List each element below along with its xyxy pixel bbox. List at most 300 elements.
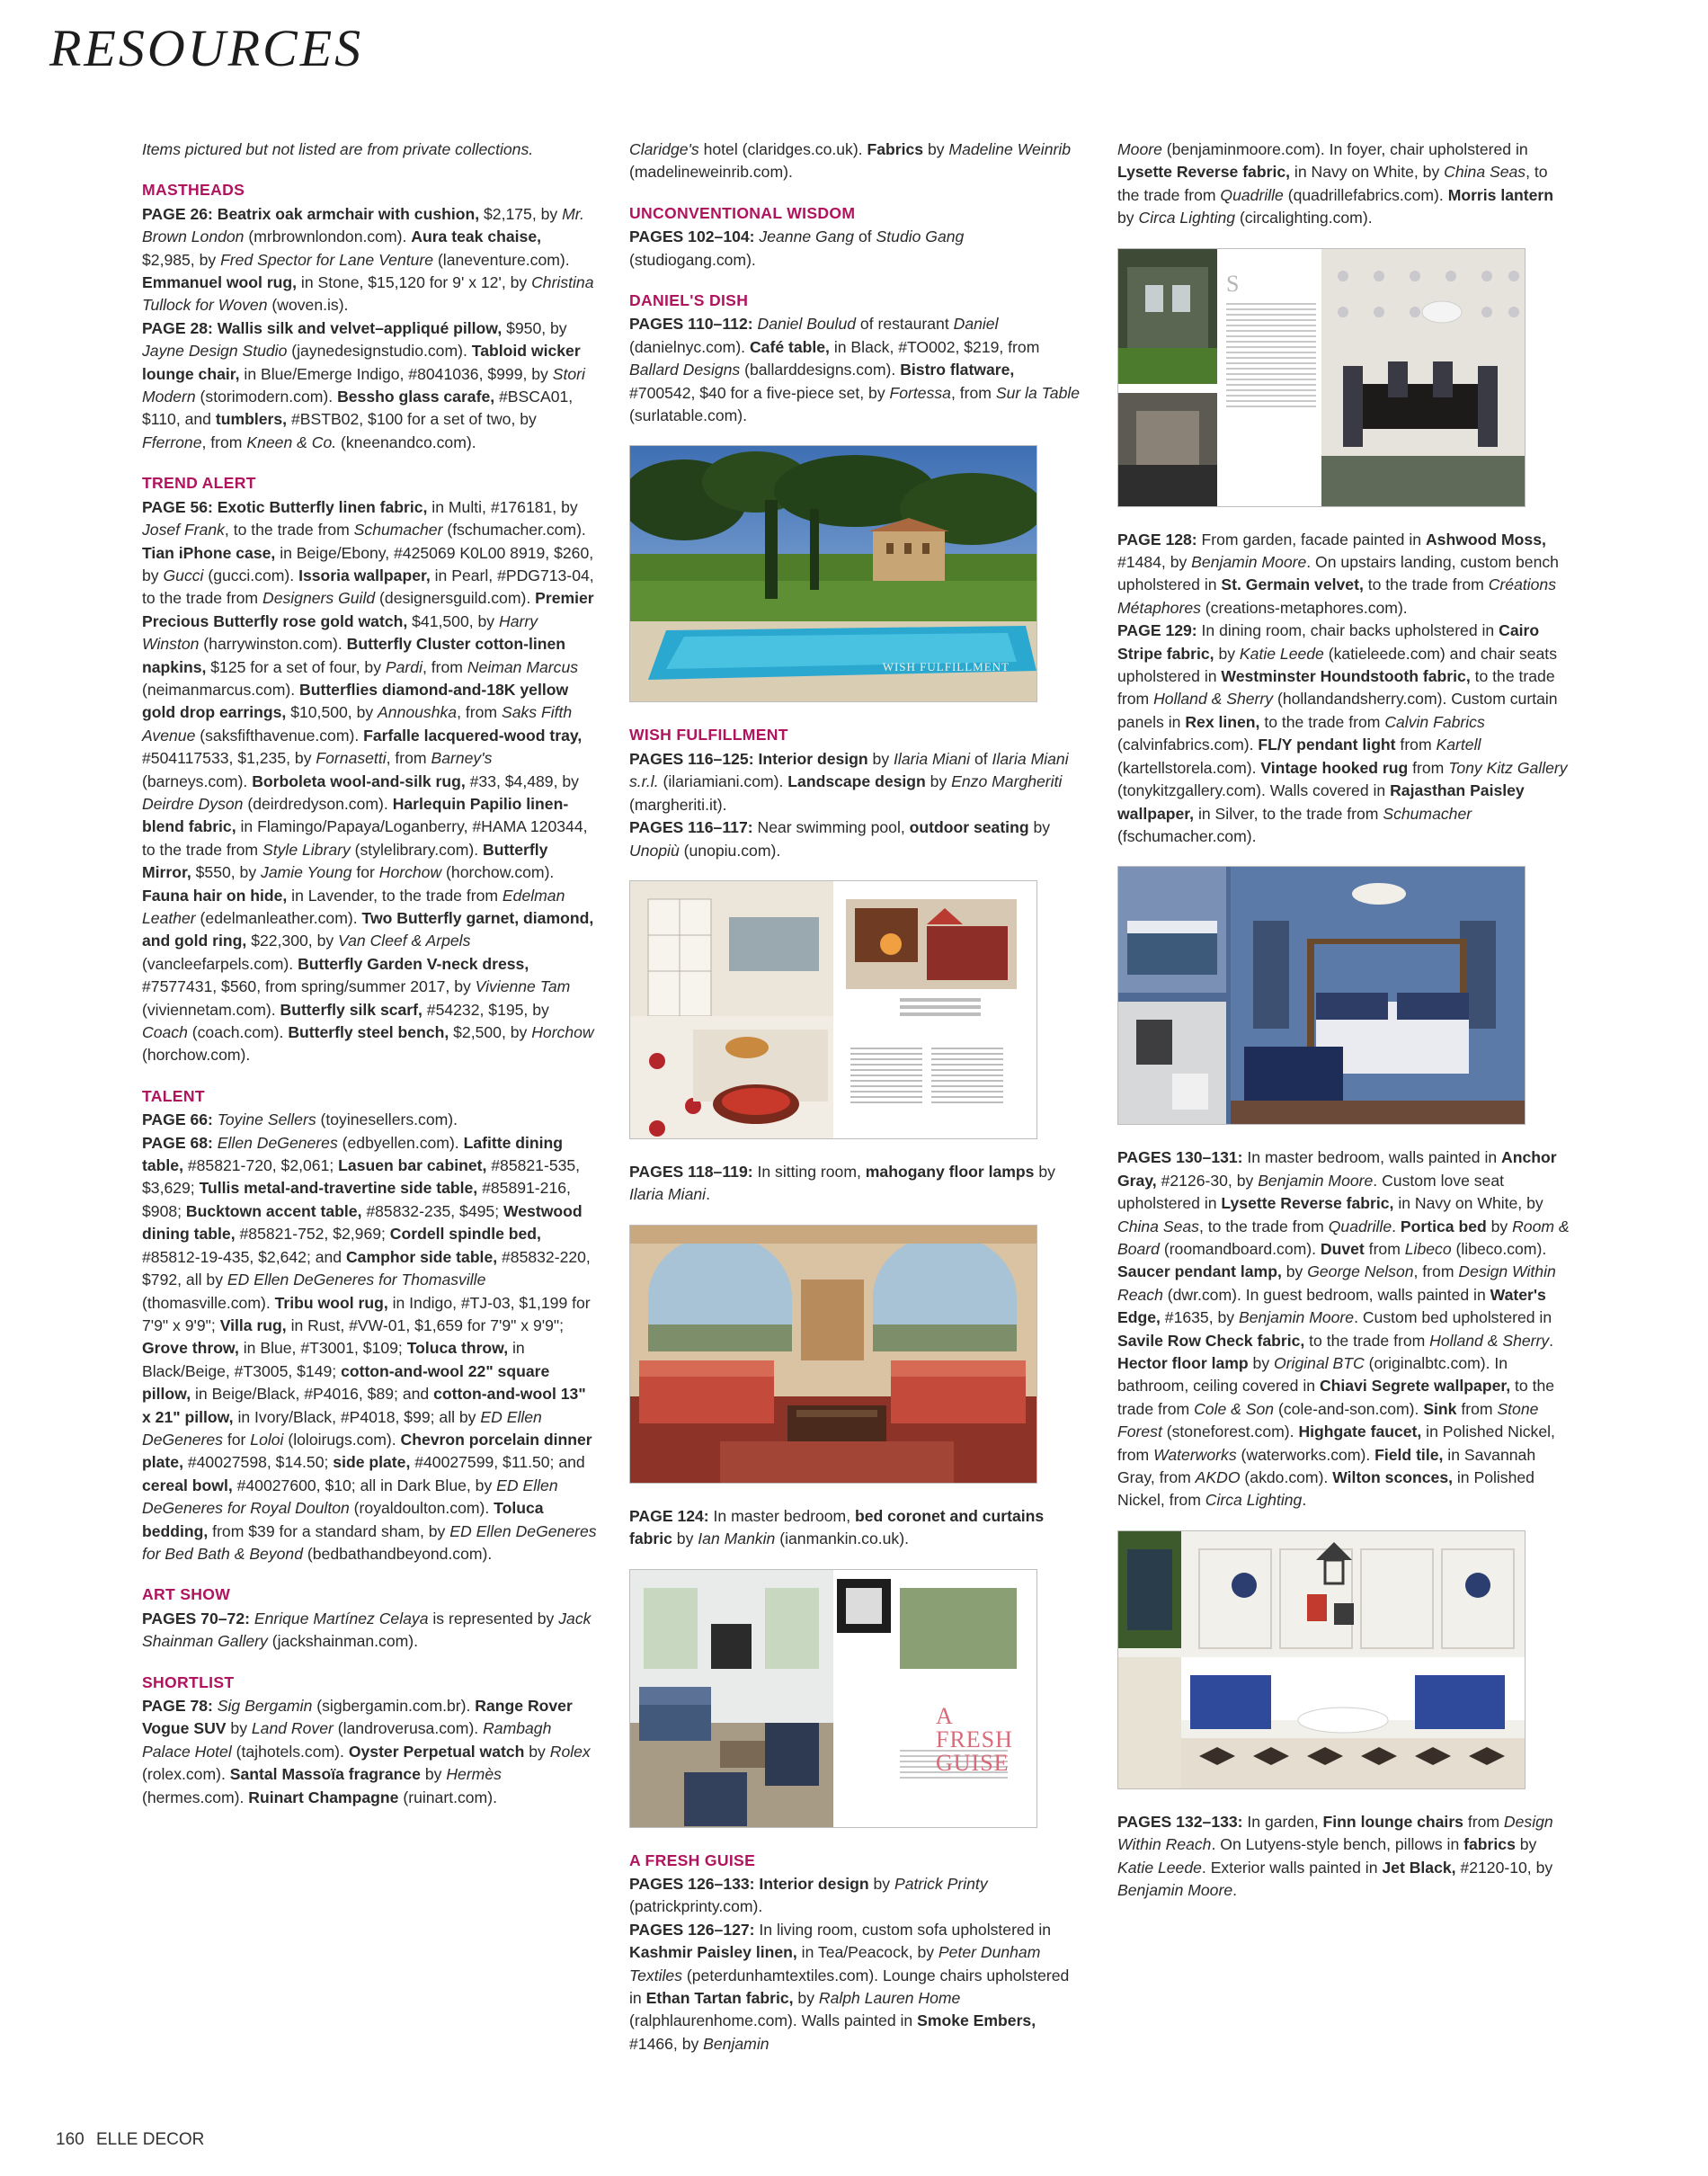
entry-pages-70-72 xyxy=(142,1608,597,1654)
italic-text: Unopiù xyxy=(629,841,680,860)
text-run: (circalighting.com). xyxy=(1235,209,1373,227)
bold-text: Hector floor lamp xyxy=(1117,1353,1249,1372)
living-room-spread-image xyxy=(630,1570,1036,1827)
bold-text: Tribu wool rug, xyxy=(274,1293,388,1312)
text-run: in Silver, to the trade from xyxy=(1194,804,1383,823)
italic-text: China Seas xyxy=(1444,163,1526,182)
bold-text: Butterfly Garden V-neck dress, xyxy=(298,954,529,973)
entry-continued xyxy=(1117,138,1571,230)
text-run: to the trade from xyxy=(1117,667,1555,709)
text-run: (fschumacher.com). xyxy=(1117,826,1257,845)
text-run: (quadrillefabrics.com). xyxy=(1283,185,1448,204)
italic-text: Ilaria Miani xyxy=(894,749,971,768)
text-run: $22,300, by xyxy=(246,932,339,950)
bold-text: PAGES 116–125: Interior design xyxy=(629,749,868,768)
bold-text: PAGES 132–133: xyxy=(1117,1812,1243,1831)
text-run: from xyxy=(1456,1399,1498,1418)
text-run: in Tea/Peacock, by xyxy=(796,1943,939,1962)
bold-text: Kashmir Paisley linen, xyxy=(629,1943,797,1962)
text-run: In master bedroom, walls painted in xyxy=(1242,1148,1502,1167)
text-run: (neimanmarcus.com). xyxy=(142,680,300,699)
italic-text: Designers Guild xyxy=(262,589,376,608)
text-run: (edelmanleather.com). xyxy=(195,909,362,927)
text-run: by xyxy=(1248,1353,1275,1372)
entry-pages-116-125 xyxy=(629,748,1083,816)
entry-pages-102-104 xyxy=(629,226,1083,272)
bold-text: PAGE 68: xyxy=(142,1133,218,1152)
bold-text: Portica bed xyxy=(1400,1217,1487,1235)
text-run: of xyxy=(854,227,876,246)
text-run: (mrbrownlondon.com). xyxy=(244,227,412,246)
text-run: #40027600, $10; all in Dark Blue, by xyxy=(232,1476,497,1494)
italic-text: Christina Tullock for Woven xyxy=(142,273,594,315)
text-run: In master bedroom, xyxy=(708,1506,855,1525)
bold-text: Westwood dining table, xyxy=(142,1201,583,1244)
entry-page-129 xyxy=(1117,620,1571,848)
text-run: $950, by xyxy=(502,318,567,337)
italic-text: Jamie Young xyxy=(261,863,352,882)
text-run: , to the trade from xyxy=(1198,1217,1329,1235)
italic-text: Ralph Lauren Home xyxy=(818,1988,961,2007)
text-run: for xyxy=(222,1430,251,1449)
entry-page-124 xyxy=(629,1505,1083,1551)
bold-text: Emmanuel wool rug, xyxy=(142,273,298,292)
bold-text: Camphor side table, xyxy=(345,1247,498,1266)
text-run: (libeco.com). xyxy=(1451,1239,1547,1258)
italic-text: ED Ellen DeGeneres for Thomasville xyxy=(227,1271,486,1289)
text-run: #1635, by xyxy=(1160,1308,1239,1327)
bold-text: Tullis metal-and-travertine side table, xyxy=(199,1179,478,1198)
section-shortlist xyxy=(142,1672,597,1809)
italic-text: Enrique Martínez Celaya xyxy=(254,1609,429,1628)
text-run: (woven.is). xyxy=(267,296,349,315)
bold-text: Vintage hooked rug xyxy=(1260,758,1409,777)
bold-text: Villa rug, xyxy=(219,1315,287,1334)
bold-text: Ruinart Champagne xyxy=(248,1788,399,1806)
text-run: by xyxy=(1486,1217,1513,1235)
section-a-fresh-guise xyxy=(629,1850,1083,2056)
text-run: (loloirugs.com). xyxy=(283,1430,401,1449)
italic-text: Benjamin Moore xyxy=(1117,1881,1233,1900)
text-run: , from xyxy=(457,703,502,722)
bold-text: outdoor seating xyxy=(909,818,1029,837)
bold-text: Field tile, xyxy=(1374,1445,1444,1464)
italic-text: ED Ellen DeGeneres for Royal Doulton xyxy=(142,1476,558,1518)
text-run: . On Lutyens-style bench, pillows in xyxy=(1211,1835,1464,1854)
bold-text: Bucktown accent table, xyxy=(185,1201,362,1220)
italic-text: Saks Fifth Avenue xyxy=(142,703,573,745)
bold-text: Landscape design xyxy=(787,772,926,791)
text-run: . Custom love seat upholstered in xyxy=(1117,1171,1504,1213)
text-run: (katieleede.com) and chair seats upholstered in xyxy=(1117,644,1557,686)
italic-text: Libeco xyxy=(1404,1239,1452,1258)
photo-fresh-guise-spread xyxy=(629,1569,1037,1828)
bold-text: Butterfly Cluster cotton-linen napkins, xyxy=(142,635,566,676)
italic-text: Jayne Design Studio xyxy=(142,342,288,361)
text-run: (harrywinston.com). xyxy=(199,635,347,654)
text-run: . xyxy=(1302,1491,1307,1510)
section-art-show xyxy=(142,1583,597,1653)
italic-text: ED Ellen DeGeneres for Bed Bath & Beyond xyxy=(142,1521,597,1563)
italic-text: Créations Métaphores xyxy=(1117,575,1557,617)
bold-text: PAGES 126–127: xyxy=(629,1920,755,1939)
italic-text: Benjamin xyxy=(703,2034,769,2053)
bold-text: tumblers, xyxy=(215,410,288,429)
italic-text: Jeanne Gang xyxy=(759,227,855,246)
text-run: by xyxy=(925,772,952,791)
bold-text: PAGE 124: xyxy=(629,1506,709,1525)
italic-text: Quadrille xyxy=(1328,1217,1392,1235)
text-run: (coach.com). xyxy=(187,1023,289,1042)
italic-text: Loloi xyxy=(250,1430,284,1449)
italic-text: Enzo Margheriti xyxy=(951,772,1063,791)
text-run: in Flamingo/Papaya/Loganberry, #HAMA 120344, to the trade from xyxy=(142,817,588,859)
bold-text: cotton-and-wool 22" square pillow, xyxy=(142,1361,550,1404)
bold-text: PAGES 116–117: xyxy=(629,818,753,837)
text-run: (tajhotels.com). xyxy=(231,1742,349,1761)
text-run: in Polished Nickel, from xyxy=(1117,1468,1535,1510)
text-run: #2120-10, by xyxy=(1455,1858,1553,1877)
text-run: (storimodern.com). xyxy=(195,388,338,406)
text-run: . Exterior walls painted in xyxy=(1201,1858,1383,1877)
text-run: in Black, #TO002, $219, from xyxy=(829,337,1040,356)
text-run: . xyxy=(706,1185,710,1204)
italic-text: Rolex xyxy=(549,1742,591,1761)
italic-text: Neiman Marcus xyxy=(467,657,579,676)
magazine-name: ELLE DECOR xyxy=(95,2130,205,2149)
bold-text: PAGES 102–104: xyxy=(629,227,760,246)
text-run: (deirdredyson.com). xyxy=(243,794,393,813)
text-run: #504117533, $1,235, by xyxy=(142,749,316,768)
bold-text: Chiavi Segrete wallpaper, xyxy=(1319,1377,1511,1396)
text-run: (kneenandco.com). xyxy=(336,433,476,451)
text-run: #1466, by xyxy=(629,2034,704,2053)
column-1 xyxy=(142,138,597,1809)
text-run: (ralphlaurenhome.com). Walls painted in xyxy=(629,2011,918,2030)
text-run: $41,500, by xyxy=(407,611,499,630)
text-run: (gucci.com). xyxy=(203,566,299,584)
text-run: (sigbergamin.com.br). xyxy=(312,1697,476,1715)
text-run: in Navy on White, by xyxy=(1290,163,1445,182)
text-run: (stoneforest.com). xyxy=(1161,1422,1299,1441)
bold-text: Aura teak chaise, xyxy=(411,227,541,246)
bold-text: PAGE 28: Wallis silk and velvet–appliqué pillow, xyxy=(142,318,503,337)
text-run: by xyxy=(226,1719,252,1738)
bold-text: St. Germain velvet, xyxy=(1221,575,1364,594)
bold-text: Anchor Gray, xyxy=(1117,1148,1557,1190)
text-run: (designersguild.com). xyxy=(375,589,536,608)
bold-text: PAGES 70–72: xyxy=(142,1609,254,1628)
italic-text: Benjamin Moore xyxy=(1238,1308,1355,1327)
bold-text: bed coronet and curtains fabric xyxy=(629,1506,1045,1548)
text-run: , to the trade from xyxy=(1117,163,1548,204)
text-run: #BSCA01, $110, and xyxy=(142,388,574,429)
italic-text: Kartell xyxy=(1436,736,1481,754)
text-run: (waterworks.com). xyxy=(1236,1445,1375,1464)
bold-text: side plate, xyxy=(333,1453,411,1472)
text-run: (vancleefarpels.com). xyxy=(142,954,298,973)
entry-page-68 xyxy=(142,1132,597,1566)
italic-text: Land Rover xyxy=(251,1719,334,1738)
section-heading: UNCONVENTIONAL WISDOM xyxy=(629,203,856,222)
photo-garden-sunroom xyxy=(1117,1530,1526,1789)
italic-text: Design Within Reach xyxy=(1117,1812,1553,1854)
text-run: in Rust, #VW-01, $1,659 for 7'9" x 9'9"; xyxy=(286,1315,565,1334)
bold-text: FL/Y pendant light xyxy=(1258,736,1396,754)
italic-text: Sur la Table xyxy=(995,383,1081,402)
text-run: (rolex.com). xyxy=(142,1765,230,1784)
bold-text: cereal bowl, xyxy=(142,1476,233,1494)
bold-text: Rajasthan Paisley wallpaper, xyxy=(1117,781,1525,823)
section-heading: TREND ALERT xyxy=(142,474,256,493)
text-run: (madelineweinrib.com). xyxy=(629,163,793,182)
italic-text: Vivienne Tam xyxy=(475,977,571,996)
italic-text: Pardi xyxy=(385,657,423,676)
bold-text: Highgate faucet, xyxy=(1298,1422,1422,1441)
bold-text: Cordell spindle bed, xyxy=(389,1225,541,1244)
bold-text: PAGE 26: Beatrix oak armchair with cushion, xyxy=(142,204,480,223)
section-heading: WISH FULFILLMENT xyxy=(629,726,788,745)
entry-page-78 xyxy=(142,1695,597,1809)
text-run: . xyxy=(1232,1881,1237,1900)
italic-text: Ilaria Miani xyxy=(629,1185,707,1204)
text-run: (edbyellen.com). xyxy=(337,1133,464,1152)
bold-text: Ashwood Moss, xyxy=(1425,530,1546,548)
italic-text: Room & Board xyxy=(1117,1217,1570,1258)
bold-text: mahogany floor lamps xyxy=(865,1162,1035,1181)
bold-text: PAGES 130–131: xyxy=(1117,1148,1243,1167)
text-run: (toyinesellers.com). xyxy=(316,1110,458,1129)
text-run: (kartellstorela.com). xyxy=(1117,758,1261,777)
text-run: #7577431, $560, from spring/summer 2017, by xyxy=(142,977,476,996)
text-run: in Multi, #176181, by xyxy=(427,497,578,516)
italic-text: Barney's xyxy=(431,749,493,768)
text-run: #40027599, $11.50; and xyxy=(410,1453,585,1472)
entry-page-28 xyxy=(142,317,597,454)
italic-text: Stori Modern xyxy=(142,364,585,406)
bold-text: PAGE 129: xyxy=(1117,621,1197,640)
italic-text: Fferrone xyxy=(142,433,202,451)
italic-text: Schumacher xyxy=(1383,804,1472,823)
italic-text: Ballard Designs xyxy=(629,361,741,379)
italic-text: Stone Forest xyxy=(1117,1399,1539,1441)
text-run: in Blue/Emerge Indigo, #8041036, $999, by xyxy=(239,364,553,383)
bold-text: PAGE 56: Exotic Butterfly linen fabric, xyxy=(142,497,428,516)
section-heading: TALENT xyxy=(142,1086,205,1105)
italic-text: Coach xyxy=(142,1023,188,1042)
italic-text: AKDO xyxy=(1195,1468,1241,1486)
text-run: $2,985, by xyxy=(142,250,221,269)
bold-text: Lasuen bar cabinet, xyxy=(338,1156,487,1175)
text-run: in Savannah Gray, from xyxy=(1117,1445,1536,1486)
page-number: 160 xyxy=(56,2130,85,2149)
text-run: (stylelibrary.com). xyxy=(350,840,484,859)
italic-text: Katie Leede xyxy=(1117,1858,1202,1877)
italic-text: Madeline Weinrib xyxy=(948,140,1072,158)
page-folio xyxy=(56,2130,211,2150)
entry-page-26 xyxy=(142,203,597,317)
text-run: (ballarddesigns.com). xyxy=(740,361,901,379)
text-run: #85821-720, $2,061; xyxy=(182,1156,339,1175)
text-run: (creations-metaphores.com). xyxy=(1200,598,1408,617)
entry-pages-110-112 xyxy=(629,313,1083,427)
section-heading: MASTHEADS xyxy=(142,181,245,200)
text-run: in Polished Nickel, from xyxy=(1117,1422,1555,1464)
text-run: (jaynedesignstudio.com). xyxy=(287,342,472,361)
italic-text: Horchow xyxy=(378,863,442,882)
section-heading: A FRESH GUISE xyxy=(629,1850,756,1869)
italic-text: Benjamin Moore xyxy=(1191,553,1307,572)
italic-text: ED Ellen DeGeneres xyxy=(142,1407,542,1449)
text-run: , from xyxy=(201,433,247,451)
text-run: (ruinart.com). xyxy=(398,1788,497,1806)
bold-text: Savile Row Check fabric, xyxy=(1117,1331,1305,1350)
bold-text: Tian iPhone case, xyxy=(142,543,276,562)
bold-text: Issoria wallpaper, xyxy=(298,566,431,584)
italic-text: Holland & Sherry xyxy=(1429,1331,1550,1350)
italic-text: Josef Frank xyxy=(142,521,225,540)
italic-text: Deirdre Dyson xyxy=(142,794,244,813)
text-run: , from xyxy=(422,657,467,676)
text-run: $125 for a set of four, by xyxy=(206,657,386,676)
text-run: . On upstairs landing, custom bench upholstered in xyxy=(1117,553,1559,594)
text-run: (roomandboard.com). xyxy=(1159,1239,1321,1258)
text-run: to the trade from xyxy=(1117,1377,1555,1418)
italic-text: Annoushka xyxy=(378,703,458,722)
text-run: in Beige/Ebony, #425069 K0L00 8919, $260, by xyxy=(142,543,594,584)
text-run: In garden, xyxy=(1242,1812,1323,1831)
section-unconventional-wisdom xyxy=(629,202,1083,272)
text-run: in Navy on White, by xyxy=(1393,1194,1543,1213)
text-run: (margheriti.it). xyxy=(629,795,727,814)
text-run: #2126-30, by xyxy=(1156,1171,1259,1190)
text-run: by xyxy=(1034,1162,1055,1181)
text-run: #85832-220, $792, all by xyxy=(142,1247,591,1289)
garden-sunroom-image xyxy=(1118,1531,1525,1788)
text-run: #54232, $195, by xyxy=(422,1000,549,1019)
sitting-room-spread-image xyxy=(630,881,1036,1138)
italic-text: Moore xyxy=(1117,140,1162,158)
text-run: $10,500, by xyxy=(286,703,378,722)
italic-text: Daniel xyxy=(953,315,999,334)
text-run: (viviennetam.com). xyxy=(142,1000,280,1019)
text-run: by xyxy=(867,749,894,768)
text-run: from xyxy=(1364,1239,1405,1258)
bold-text: Lafitte dining table, xyxy=(142,1133,564,1175)
text-run: from $39 for a standard sham, by xyxy=(208,1521,450,1540)
entry-page-128 xyxy=(1117,529,1571,620)
bold-text: Toluca bedding, xyxy=(142,1499,544,1540)
italic-text: Ian Mankin xyxy=(698,1529,776,1548)
text-run: . xyxy=(1392,1217,1401,1235)
bold-text: PAGES 110–112: xyxy=(629,315,758,334)
italic-text: Calvin Fabrics xyxy=(1384,712,1485,731)
italic-text: Fornasetti xyxy=(316,749,387,768)
text-run: in Beige/Black, #P4016, $89; and xyxy=(191,1385,434,1404)
bold-text: Bessho glass carafe, xyxy=(337,388,495,406)
entry-pages-132-133 xyxy=(1117,1811,1571,1903)
italic-text: Daniel Boulud xyxy=(757,315,857,334)
text-run: In sitting room, xyxy=(752,1162,866,1181)
italic-text: Rambagh Palace Hotel xyxy=(142,1719,552,1761)
italic-text: Van Cleef & Arpels xyxy=(338,932,471,950)
italic-text: Claridge's xyxy=(629,140,699,158)
text-run: (danielnyc.com). xyxy=(629,337,750,356)
italic-text: Ellen DeGeneres xyxy=(217,1133,338,1152)
bold-text: Borboleta wool-and-silk rug, xyxy=(252,771,466,790)
text-run: #85832-235, $495; xyxy=(361,1201,503,1220)
text-run: In living room, custom sofa upholstered in xyxy=(754,1920,1052,1939)
text-run: (ilariamiani.com). xyxy=(658,772,788,791)
text-run: #1484, by xyxy=(1117,553,1192,572)
italic-text: Toyine Sellers xyxy=(217,1110,316,1129)
text-run: (dwr.com). In guest bedroom, walls painted in xyxy=(1162,1285,1490,1304)
bold-text: Butterfly Mirror, xyxy=(142,840,548,882)
text-run: by xyxy=(1515,1835,1537,1854)
text-run: #33, $4,489, by xyxy=(465,771,579,790)
facade-dining-spread-image xyxy=(1118,249,1525,506)
text-run: (peterdunhamtextiles.com). Lounge chairs upholstered in xyxy=(629,1966,1070,2007)
text-run: (cole-and-son.com). xyxy=(1274,1399,1424,1418)
text-run: by xyxy=(1117,209,1139,227)
bold-text: Two Butterfly garnet, diamond, and gold ring, xyxy=(142,909,594,950)
text-run: (ianmankin.co.uk). xyxy=(775,1529,909,1548)
italic-text: Waterworks xyxy=(1153,1445,1237,1464)
text-run: #40027598, $14.50; xyxy=(182,1453,334,1472)
text-run: (originalbtc.com). In bathroom, ceiling covered in xyxy=(1117,1353,1508,1396)
text-run: (surlatable.com). xyxy=(629,406,748,425)
italic-text: Jack Shainman Gallery xyxy=(142,1609,592,1651)
text-run: , from xyxy=(1413,1262,1459,1281)
column-2 xyxy=(629,138,1083,2056)
text-run: by xyxy=(793,1988,819,2007)
text-run: (tonykitzgallery.com). Walls covered in xyxy=(1117,781,1391,800)
italic-text: Kneen & Co. xyxy=(246,433,337,451)
text-run: (saksfifthavenue.com). xyxy=(195,726,364,745)
bold-text: Cairo Stripe fabric, xyxy=(1117,621,1540,663)
entry-pages-116-117 xyxy=(629,816,1083,862)
text-run: of restaurant xyxy=(856,315,954,334)
text-run: by xyxy=(1028,818,1051,837)
column-3 xyxy=(1117,138,1571,1902)
text-run: #85821-535, $3,629; xyxy=(142,1156,581,1198)
section-heading: ART SHOW xyxy=(142,1585,231,1604)
italic-text: Cole & Son xyxy=(1194,1399,1275,1418)
text-run: (royaldoulton.com). xyxy=(349,1499,494,1518)
text-run: (unopiu.com). xyxy=(679,841,781,860)
text-run: hotel (claridges.co.uk). xyxy=(698,140,867,158)
text-run: by xyxy=(420,1765,447,1784)
entry-pages-130-131 xyxy=(1117,1146,1571,1512)
text-run: (landroverusa.com). xyxy=(333,1719,484,1738)
bold-text: Chevron porcelain dinner plate, xyxy=(142,1430,592,1472)
text-run: $550, by xyxy=(191,863,262,882)
photo-spread-sitting-room xyxy=(629,880,1037,1139)
page-title: RESOURCES xyxy=(49,19,364,77)
bold-text: cotton-and-wool 13" x 21" pillow, xyxy=(142,1385,586,1426)
section-talent xyxy=(142,1085,597,1566)
text-run: (horchow.com). xyxy=(142,1046,251,1065)
text-run: (barneys.com). xyxy=(142,771,253,790)
entry-pages-118-119 xyxy=(629,1161,1083,1207)
section-daniels-dish xyxy=(629,290,1083,427)
bold-text: Grove throw, xyxy=(142,1339,239,1358)
bold-text: Finn lounge chairs xyxy=(1322,1812,1463,1831)
italic-text: China Seas xyxy=(1117,1217,1199,1235)
entry-pages-126-127 xyxy=(629,1919,1083,2056)
section-heading: SHORTLIST xyxy=(142,1672,235,1691)
italic-text: Ilaria Miani s.r.l. xyxy=(629,749,1069,791)
